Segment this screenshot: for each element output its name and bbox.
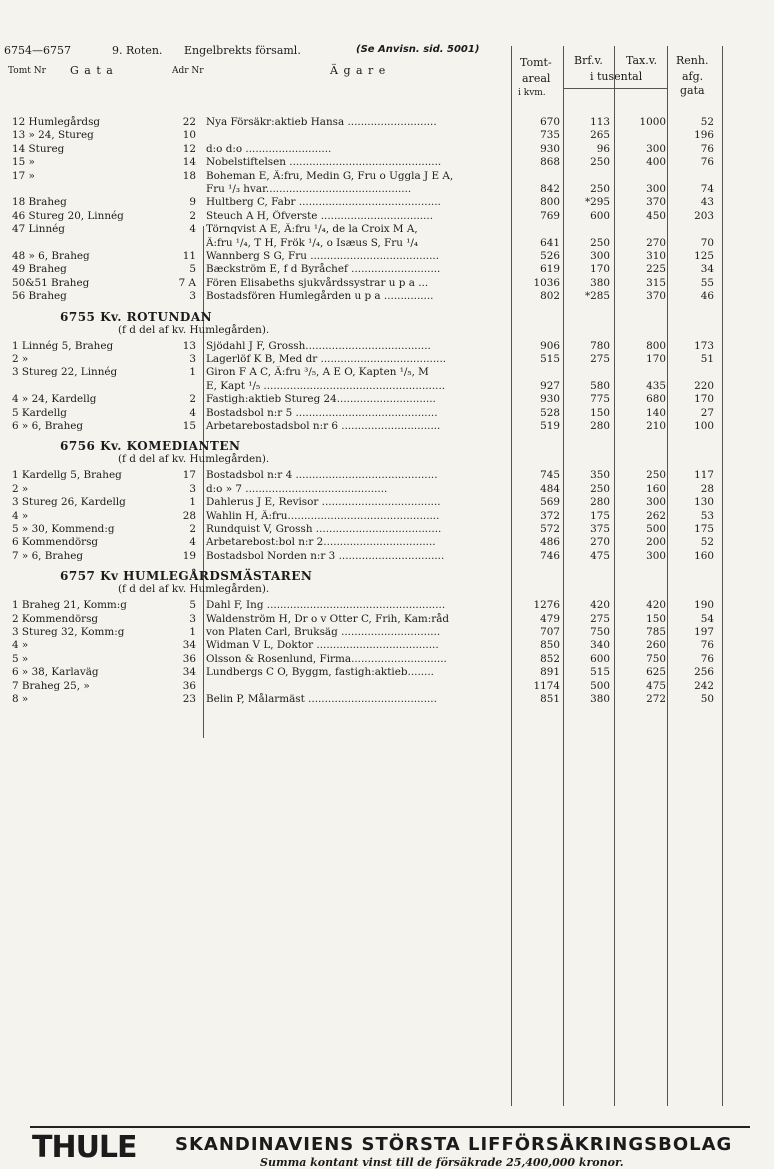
tomt-cell: 15 » (12, 156, 35, 169)
brfv-cell: 175 (590, 509, 610, 522)
areal-cell: 800 (540, 196, 560, 209)
brfv-cell: 250 (590, 482, 610, 495)
tomt-cell: 50&51 Braheg (12, 276, 90, 289)
agare-cell: Lagerlöf K B, Med dr ...................................... (206, 353, 447, 365)
adr-nr-cell: 23 (182, 693, 196, 705)
ad-subline: Summa kontant vinst till de försäkrade 25,400,000 kronor. (260, 1156, 624, 1169)
table-row (0, 223, 774, 236)
agare-cell: Wannberg S G, Fru ....................................... (206, 250, 440, 262)
tomt-cell: 46 Stureg 20, Linnég (12, 209, 124, 222)
block-title: 6756 Kv. KOMEDIANTEN (60, 439, 241, 454)
taxv-cell: 400 (646, 156, 666, 169)
taxv-cell: 370 (646, 196, 666, 209)
table-row (0, 353, 774, 366)
agare-cell: Rundquist V, Grossh ...................................... (206, 523, 442, 535)
taxv-cell: 160 (646, 482, 666, 495)
agare-cell: Törnqvist A E, Ä:fru ¹/₄, de la Croix M A, (206, 223, 418, 236)
areal-cell: 1276 (533, 599, 560, 612)
adr-nr-cell: 4 (189, 536, 196, 549)
forsamling-label: Engelbrekts församl. (184, 44, 301, 57)
taxv-cell: 300 (646, 496, 666, 509)
taxv-cell: 250 (646, 469, 666, 482)
table-row (0, 626, 774, 639)
areal-cell: 850 (540, 639, 560, 652)
table-row (0, 116, 774, 129)
table-row (0, 496, 774, 509)
agare-cell: Bostadsbol n:r 5 ........................................... (206, 406, 438, 419)
adr-nr-cell: 10 (182, 129, 196, 142)
col-renh: Renh. (676, 54, 709, 67)
areal-cell: 569 (540, 496, 560, 509)
adr-nr-cell: 2 (189, 523, 196, 535)
tomt-cell: 48 » 6, Braheg (12, 250, 90, 262)
taxv-cell: 270 (646, 236, 666, 249)
brfv-cell: 775 (590, 393, 610, 406)
agare-cell: Fru ¹/₃ hvar............................................ (206, 183, 412, 195)
table-row (0, 407, 774, 420)
renh-cell: 100 (694, 420, 714, 432)
taxv-cell: 272 (646, 693, 666, 705)
taxv-cell: 475 (646, 679, 666, 692)
areal-cell: 769 (540, 209, 560, 222)
tomt-cell: 5 » (12, 652, 29, 665)
brfv-cell: 380 (590, 276, 610, 289)
taxv-cell: 300 (646, 142, 666, 155)
brfv-cell: 380 (590, 693, 610, 705)
col-itusental: i tusental (590, 70, 643, 83)
brfv-cell: 280 (590, 420, 610, 432)
tomt-cell: 2 » (12, 353, 29, 365)
table-row (0, 380, 774, 393)
taxv-cell: 262 (646, 509, 666, 522)
agare-cell: d:o » 7 ........................................... (206, 482, 388, 495)
taxv-cell: 500 (646, 523, 666, 535)
renh-cell: 256 (694, 666, 714, 679)
tomt-cell: 7 » 6, Braheg (12, 549, 84, 562)
adr-nr-cell: 1 (189, 366, 196, 379)
agare-cell: Belin P, Målarmäst ....................................... (206, 693, 437, 705)
renh-cell: 70 (700, 236, 714, 249)
table-row (0, 143, 774, 156)
adr-nr-cell: 12 (182, 142, 196, 155)
renh-cell: 175 (694, 523, 714, 535)
table-row (0, 523, 774, 536)
tomt-cell: 3 Stureg 32, Komm:g (12, 626, 125, 638)
agare-cell: Dahlerus J E, Revisor .................................... (206, 496, 441, 509)
areal-cell: 930 (540, 393, 560, 406)
renh-cell: 76 (700, 639, 714, 652)
table-row (0, 156, 774, 169)
areal-cell: 641 (540, 236, 560, 249)
taxv-cell: 210 (646, 420, 666, 432)
taxv-cell: 450 (646, 209, 666, 222)
table-row (0, 393, 774, 406)
adr-nr-cell: 19 (182, 549, 196, 562)
adr-nr-cell: 3 (189, 482, 196, 495)
agare-cell: Bostadsfören Humlegården u p a ............... (206, 290, 434, 303)
areal-cell: 1036 (533, 276, 560, 289)
table-row (0, 613, 774, 626)
table-row (0, 290, 774, 303)
taxv-cell: 225 (646, 263, 666, 276)
tomt-cell: 6 » 6, Braheg (12, 420, 84, 432)
taxv-cell: 420 (646, 599, 666, 612)
block-title: 6755 Kv. ROTUNDAN (60, 309, 213, 324)
brfv-cell: 340 (590, 639, 610, 652)
taxv-cell: 170 (646, 353, 666, 365)
renh-cell: 76 (700, 652, 714, 665)
brfv-cell: 150 (590, 406, 610, 419)
agare-cell: Bæckström E, f d Byråchef ........................... (206, 263, 441, 276)
tomt-cell: 2 » (12, 482, 29, 495)
agare-cell: Nya Försäkr:aktieb Hansa ........................... (206, 116, 437, 128)
brfv-cell: 515 (590, 666, 610, 679)
table-row (0, 210, 774, 223)
table-row (0, 550, 774, 563)
taxv-cell: 310 (646, 250, 666, 262)
areal-cell: 526 (540, 250, 560, 262)
brfv-cell: 375 (590, 523, 610, 535)
ad-rule (30, 1126, 750, 1128)
taxv-cell: 800 (646, 339, 666, 352)
agare-cell: Olsson & Rosenlund, Firma............................. (206, 652, 447, 665)
tomt-cell: 56 Braheg (12, 290, 67, 303)
renh-cell: 197 (694, 626, 714, 638)
adr-nr-cell: 15 (182, 420, 196, 432)
block-subtitle: (f d del af kv. Humlegården). (118, 583, 270, 596)
table-row (0, 366, 774, 379)
adr-nr-cell: 28 (182, 509, 196, 522)
agare-cell: Fastigh:aktieb Stureg 24.............................. (206, 393, 436, 406)
table-row (0, 639, 774, 652)
table-row (0, 599, 774, 612)
table-row (0, 420, 774, 433)
table-row (0, 129, 774, 142)
table-row (0, 693, 774, 706)
roten-label: 9. Roten. (112, 44, 163, 57)
renh-cell: 130 (694, 496, 714, 509)
renh-cell: 203 (694, 209, 714, 222)
tomt-cell: 18 Braheg (12, 196, 67, 209)
tomt-cell: 2 Kommendörsg (12, 612, 99, 625)
tomt-cell: 3 Stureg 22, Linnég (12, 366, 118, 379)
agare-cell: Steuch A H, Öfverste .................................. (206, 209, 434, 222)
table-row (0, 510, 774, 523)
tomt-cell: 1 Linnég 5, Braheg (12, 339, 114, 352)
adr-nr-cell: 3 (189, 612, 196, 625)
agare-cell: Lundbergs C O, Byggm, fastigh:aktieb........ (206, 666, 434, 679)
areal-cell: 515 (540, 353, 560, 365)
renh-cell: 46 (700, 290, 714, 303)
col-agare: Ä g a r e (330, 64, 387, 77)
adr-nr-cell: 5 (189, 263, 196, 276)
table-row (0, 183, 774, 196)
renh-cell: 160 (694, 549, 714, 562)
renh-cell: 28 (700, 482, 714, 495)
brfv-cell: 265 (590, 129, 610, 142)
agare-cell: Bostadsbol Norden n:r 3 ................................ (206, 549, 445, 562)
table-row (0, 263, 774, 276)
agare-cell: E, Kapt ¹/₅ ....................................................... (206, 379, 446, 392)
block-title: 6757 Kv HUMLEGÅRDSMÄSTAREN (60, 569, 313, 584)
areal-cell: 519 (540, 420, 560, 432)
adr-nr-cell: 5 (189, 599, 196, 612)
header-rule (563, 88, 667, 89)
renh-cell: 50 (700, 693, 714, 705)
brfv-cell: 250 (590, 236, 610, 249)
agare-cell: Ä:fru ¹/₄, T H, Frök ¹/₄, o Isæus S, Fru ¹/₄ (206, 236, 419, 249)
col-tomt-nr: Tomt Nr (8, 66, 46, 76)
ad-brand: THULE (32, 1130, 137, 1165)
adr-nr-cell: 2 (189, 393, 196, 406)
taxv-cell: 140 (646, 406, 666, 419)
agare-cell: d:o d:o .......................... (206, 142, 332, 155)
col-gata2: gata (680, 84, 705, 97)
taxv-cell: 435 (646, 379, 666, 392)
brfv-cell: 600 (590, 209, 610, 222)
table-row (0, 237, 774, 250)
col-gata: G a t a (70, 64, 114, 77)
agare-cell: Wahlin H, Ä:fru.............................................. (206, 509, 440, 522)
col-taxv: Tax.v. (626, 54, 658, 67)
taxv-cell: 315 (646, 276, 666, 289)
agare-cell: Dahl F, Ing ...................................................... (206, 599, 446, 612)
tomt-cell: 1 Kardellg 5, Braheg (12, 469, 122, 482)
table-row (0, 340, 774, 353)
col-areal: areal (522, 72, 551, 85)
agare-cell: Bostadsbol n:r 4 ........................................... (206, 469, 438, 482)
tomt-cell: 14 Stureg (12, 142, 65, 155)
tomt-cell: 13 » 24, Stureg (12, 129, 94, 142)
areal-cell: 927 (540, 379, 560, 392)
tomt-cell: 5 Kardellg (12, 406, 67, 419)
renh-cell: 55 (700, 276, 714, 289)
areal-cell: 670 (540, 116, 560, 128)
col-tomt: Tomt- (520, 56, 552, 69)
tomt-cell: 8 » (12, 693, 29, 705)
brfv-cell: 275 (590, 612, 610, 625)
adr-nr-cell: 36 (182, 652, 196, 665)
tomt-cell: 4 » (12, 509, 29, 522)
areal-cell: 802 (540, 290, 560, 303)
adr-nr-cell: 36 (182, 679, 196, 692)
brfv-cell: 780 (590, 339, 610, 352)
adr-nr-cell: 4 (189, 223, 196, 236)
thule-advertisement (30, 1126, 750, 1169)
renh-cell: 52 (700, 536, 714, 549)
renh-cell: 51 (700, 353, 714, 365)
table-row (0, 536, 774, 549)
agare-cell: Waldenström H, Dr o v Otter C, Frih, Kam:råd (206, 612, 450, 625)
block-subtitle: (f d del af kv. Humlegården). (118, 453, 270, 466)
adr-nr-cell: 34 (182, 666, 196, 679)
areal-cell: 906 (540, 339, 560, 352)
agare-cell: Giron F A C, Ä:fru ³/₅, A E O, Kapten ¹/₅, M (206, 366, 429, 379)
tomt-cell: 6 Kommendörsg (12, 536, 99, 549)
agare-cell: Widman V L, Doktor ..................................... (206, 639, 439, 652)
areal-cell: 479 (540, 612, 560, 625)
col-ikvm: i kvm. (518, 88, 546, 98)
renh-cell: 117 (694, 469, 714, 482)
block-subtitle: (f d del af kv. Humlegården). (118, 323, 270, 336)
adr-nr-cell: 13 (182, 339, 196, 352)
areal-cell: 852 (540, 652, 560, 665)
renh-cell: 220 (694, 379, 714, 392)
areal-cell: 707 (540, 626, 560, 638)
tomt-cell: 4 » (12, 639, 29, 652)
tomt-cell: 3 Stureg 26, Kardellg (12, 496, 126, 509)
areal-cell: 1174 (533, 679, 560, 692)
taxv-cell: 150 (646, 612, 666, 625)
agare-cell: Arbetarebostadsbol n:r 6 .............................. (206, 420, 441, 432)
col-afg: afg. (682, 70, 704, 83)
taxv-cell: 260 (646, 639, 666, 652)
adr-nr-cell: 2 (189, 209, 196, 222)
col-adr-nr: Adr Nr (172, 66, 204, 76)
renh-cell: 190 (694, 599, 714, 612)
taxv-cell: 200 (646, 536, 666, 549)
table-row (0, 250, 774, 263)
brfv-cell: 275 (590, 353, 610, 365)
brfv-cell: *295 (584, 196, 610, 209)
brfv-cell: 280 (590, 496, 610, 509)
renh-cell: 76 (700, 142, 714, 155)
adr-nr-cell: 9 (189, 196, 196, 209)
brfv-cell: 170 (590, 263, 610, 276)
table-row (0, 666, 774, 679)
table-row (0, 277, 774, 290)
areal-cell: 486 (540, 536, 560, 549)
renh-cell: 76 (700, 156, 714, 169)
renh-cell: 34 (700, 263, 714, 276)
brfv-cell: 600 (590, 652, 610, 665)
tomt-cell: 1 Braheg 21, Komm:g (12, 599, 127, 612)
renh-cell: 196 (694, 129, 714, 142)
tomt-cell: 12 Humlegårdsg (12, 116, 101, 128)
agare-cell: Boheman E, Ä:fru, Medin G, Fru o Uggla J E A, (206, 169, 454, 182)
taxv-cell: 785 (646, 626, 666, 638)
areal-cell: 868 (540, 156, 560, 169)
brfv-cell: 420 (590, 599, 610, 612)
taxv-cell: 370 (646, 290, 666, 303)
table-row (0, 469, 774, 482)
areal-cell: 930 (540, 142, 560, 155)
brfv-cell: 96 (596, 142, 610, 155)
areal-cell: 745 (540, 469, 560, 482)
brfv-cell: 250 (590, 183, 610, 195)
areal-cell: 746 (540, 549, 560, 562)
areal-cell: 484 (540, 482, 560, 495)
brfv-cell: 300 (590, 250, 610, 262)
tomt-cell: 5 » 30, Kommend:g (12, 523, 115, 535)
tomt-cell: 7 Braheg 25, » (12, 679, 90, 692)
brfv-cell: 350 (590, 469, 610, 482)
renh-cell: 53 (700, 509, 714, 522)
areal-cell: 891 (540, 666, 560, 679)
taxv-cell: 750 (646, 652, 666, 665)
table-row (0, 680, 774, 693)
agare-cell: Fören Elisabeths sjukvårdssystrar u p a ... (206, 276, 429, 289)
areal-cell: 735 (540, 129, 560, 142)
renh-cell: 54 (700, 612, 714, 625)
adr-nr-cell: 34 (182, 639, 196, 652)
areal-cell: 372 (540, 509, 560, 522)
adr-nr-cell: 1 (189, 496, 196, 509)
taxv-cell: 680 (646, 393, 666, 406)
areal-cell: 572 (540, 523, 560, 535)
tomt-cell: 6 » 38, Karlaväg (12, 666, 99, 679)
renh-cell: 52 (700, 116, 714, 128)
brfv-cell: 270 (590, 536, 610, 549)
taxv-cell: 625 (646, 666, 666, 679)
adr-nr-cell: 1 (189, 626, 196, 638)
agare-cell: Arbetarebost:bol n:r 2.................................. (206, 536, 436, 549)
ad-slogan: SKANDINAVIENS STÖRSTA LIFFÖRSÄKRINGSBOLAG (175, 1134, 733, 1155)
brfv-cell: *285 (584, 290, 610, 303)
page-range: 6754—6757 (4, 44, 71, 57)
brfv-cell: 500 (590, 679, 610, 692)
renh-cell: 242 (694, 679, 714, 692)
tomt-cell: 47 Linnég (12, 223, 65, 236)
tomt-cell: 17 » (12, 169, 35, 182)
tomt-cell: 49 Braheg (12, 263, 67, 276)
renh-cell: 43 (700, 196, 714, 209)
agare-cell: Sjödahl J F, Grossh...................................... (206, 339, 431, 352)
renh-cell: 27 (700, 406, 714, 419)
adr-nr-cell: 3 (189, 353, 196, 365)
taxv-cell: 300 (646, 549, 666, 562)
adr-nr-cell: 3 (189, 290, 196, 303)
renh-cell: 170 (694, 393, 714, 406)
areal-cell: 842 (540, 183, 560, 195)
areal-cell: 851 (540, 693, 560, 705)
taxv-cell: 1000 (639, 116, 666, 128)
agare-cell: von Platen Carl, Bruksäg .............................. (206, 626, 441, 638)
renh-cell: 74 (700, 183, 714, 195)
adr-nr-cell: 11 (182, 250, 196, 262)
brfv-cell: 750 (590, 626, 610, 638)
table-row (0, 483, 774, 496)
table-row (0, 196, 774, 209)
reference-note: (Se Anvisn. sid. 5001) (356, 44, 480, 55)
adr-nr-cell: 17 (182, 469, 196, 482)
tomt-cell: 4 » 24, Kardellg (12, 393, 97, 406)
brfv-cell: 250 (590, 156, 610, 169)
adr-nr-cell: 4 (189, 406, 196, 419)
col-brfv: Brf.v. (574, 54, 603, 67)
table-row (0, 653, 774, 666)
adr-nr-cell: 22 (182, 116, 196, 128)
brfv-cell: 580 (590, 379, 610, 392)
adr-nr-cell: 14 (182, 156, 196, 169)
table-row (0, 170, 774, 183)
agare-cell: Nobelstiftelsen .............................................. (206, 156, 442, 169)
adr-nr-cell: 18 (182, 169, 196, 182)
agare-cell: Hultberg C, Fabr ........................................... (206, 196, 441, 209)
adr-nr-cell: 7 A (178, 276, 196, 289)
areal-cell: 528 (540, 406, 560, 419)
brfv-cell: 475 (590, 549, 610, 562)
taxv-cell: 300 (646, 183, 666, 195)
renh-cell: 173 (694, 339, 714, 352)
brfv-cell: 113 (590, 116, 610, 128)
renh-cell: 125 (694, 250, 714, 262)
table-header (0, 44, 774, 114)
areal-cell: 619 (540, 263, 560, 276)
